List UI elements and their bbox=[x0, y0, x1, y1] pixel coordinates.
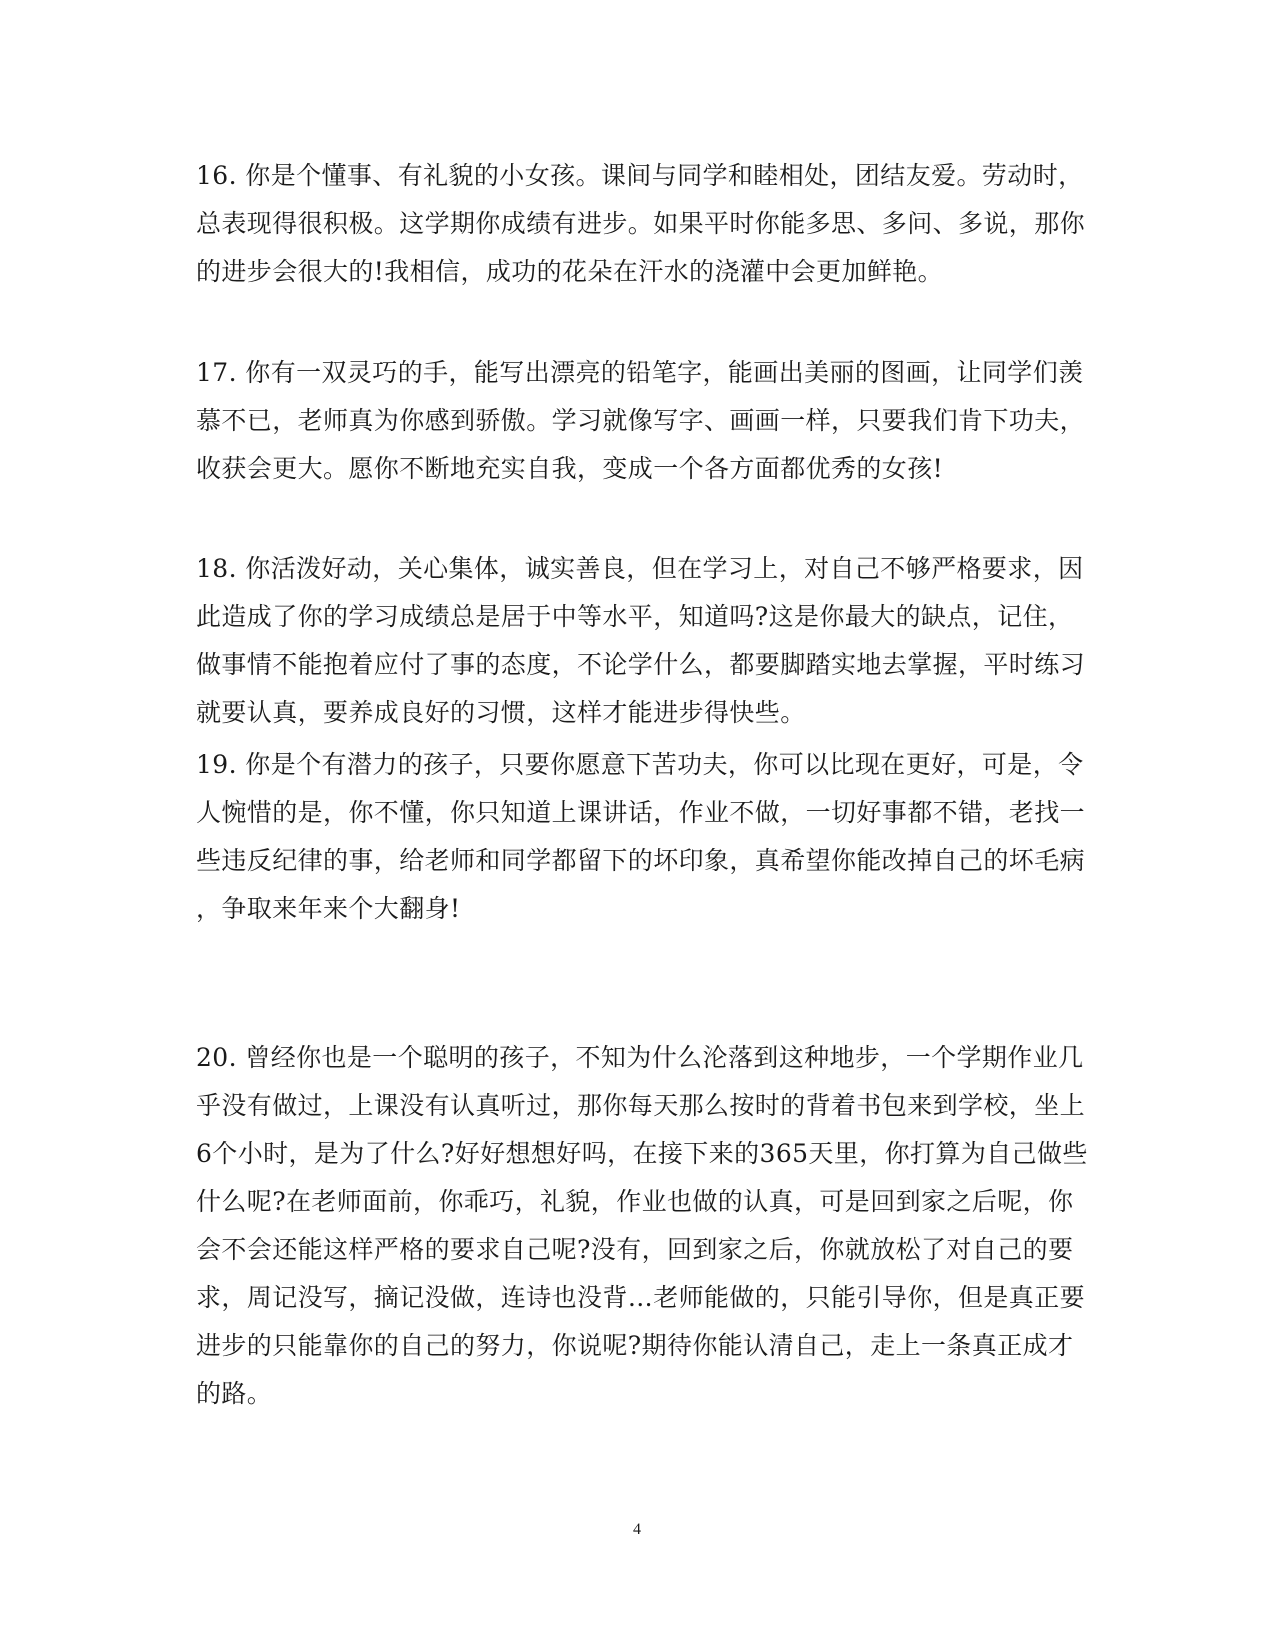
paragraph-line: 19. 你是个有潜力的孩子，只要你愿意下苦功夫，你可以比现在更好，可是，令 bbox=[196, 750, 1084, 779]
comment-paragraph-20 bbox=[196, 1034, 1088, 1418]
paragraph-line: 人惋惜的是，你不懂，你只知道上课讲话，作业不做，一切好事都不错，老找一 bbox=[196, 798, 1086, 827]
paragraph-line: 20. 曾经你也是一个聪明的孩子，不知为什么沦落到这种地步，一个学期作业几 bbox=[196, 1043, 1084, 1072]
paragraph-line: 此造成了你的学习成绩总是居于中等水平，知道吗?这是你最大的缺点，记住， bbox=[196, 602, 1074, 631]
page-number: 4 bbox=[633, 1521, 641, 1538]
paragraph-line: 的路。 bbox=[196, 1379, 273, 1408]
comment-paragraph-18 bbox=[196, 545, 1086, 737]
comment-paragraph-17 bbox=[196, 349, 1086, 493]
paragraph-line: 做事情不能抱着应付了事的态度，不论学什么，都要脚踏实地去掌握，平时练习 bbox=[196, 650, 1086, 679]
paragraph-line: 收获会更大。愿你不断地充实自我，变成一个各方面都优秀的女孩! bbox=[196, 454, 944, 483]
paragraph-line: 慕不已，老师真为你感到骄傲。学习就像写字、画画一样，只要我们肯下功夫， bbox=[196, 406, 1086, 435]
comment-paragraph-16 bbox=[196, 152, 1086, 296]
paragraph-line: 6个小时，是为了什么?好好想想好吗，在接下来的365天里，你打算为自己做些 bbox=[196, 1139, 1088, 1168]
paragraph-line: 求，周记没写，摘记没做，连诗也没背…老师能做的，只能引导你，但是真正要 bbox=[196, 1283, 1086, 1312]
paragraph-line: 总表现得很积极。这学期你成绩有进步。如果平时你能多思、多问、多说，那你 bbox=[196, 209, 1086, 238]
paragraph-line: 16. 你是个懂事、有礼貌的小女孩。课间与同学和睦相处，团结友爱。劳动时， bbox=[196, 161, 1084, 190]
paragraph-line: 什么呢?在老师面前，你乖巧，礼貌，作业也做的认真，可是回到家之后呢，你 bbox=[196, 1187, 1074, 1216]
paragraph-line: 18. 你活泼好动，关心集体，诚实善良，但在学习上，对自己不够严格要求，因 bbox=[196, 554, 1084, 583]
paragraph-line: 乎没有做过，上课没有认真听过，那你每天那么按时的背着书包来到学校，坐上 bbox=[196, 1091, 1086, 1120]
paragraph-line: 些违反纪律的事，给老师和同学都留下的坏印象，真希望你能改掉自己的坏毛病 bbox=[196, 846, 1086, 875]
paragraph-line: ，争取来年来个大翻身! bbox=[196, 894, 461, 923]
paragraph-line: 就要认真，要养成良好的习惯，这样才能进步得快些。 bbox=[196, 698, 806, 727]
paragraph-line: 进步的只能靠你的自己的努力，你说呢?期待你能认清自己，走上一条真正成才 bbox=[196, 1331, 1074, 1360]
paragraph-line: 17. 你有一双灵巧的手，能写出漂亮的铅笔字，能画出美丽的图画，让同学们羡 bbox=[196, 358, 1084, 387]
paragraph-line: 的进步会很大的!我相信，成功的花朵在汗水的浇灌中会更加鲜艳。 bbox=[196, 257, 944, 286]
paragraph-line: 会不会还能这样严格的要求自己呢?没有，回到家之后，你就放松了对自己的要 bbox=[196, 1235, 1074, 1264]
comment-paragraph-19 bbox=[196, 741, 1086, 933]
